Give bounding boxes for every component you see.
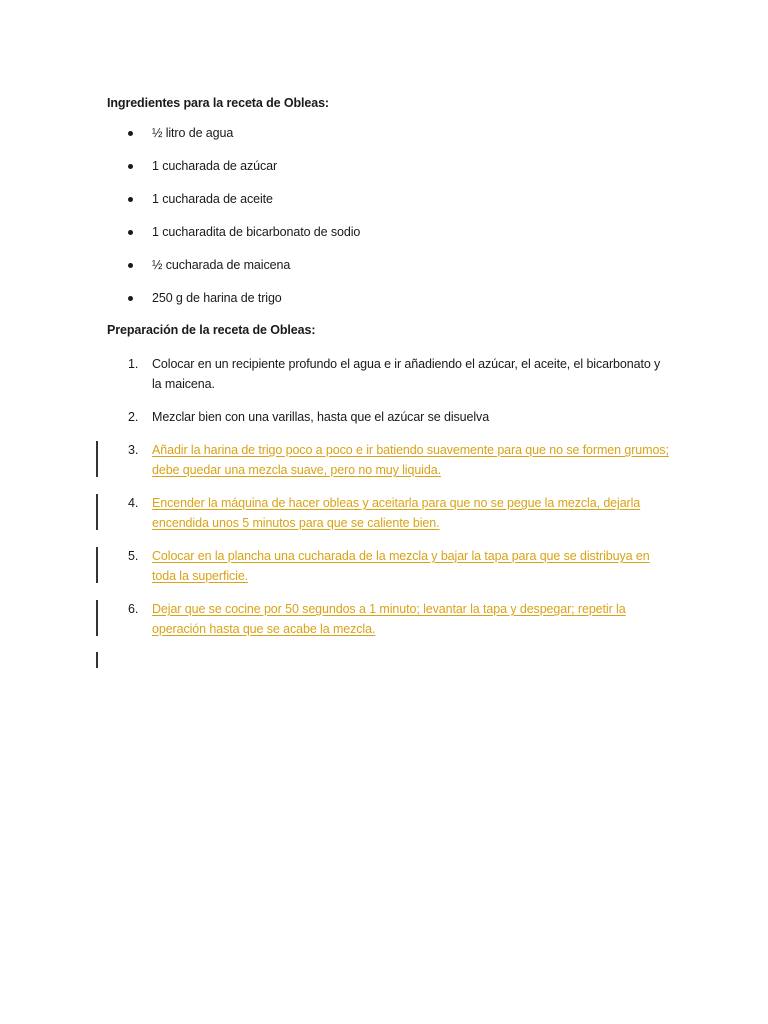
ingredients-heading: Ingredientes para la receta de Obleas: — [107, 96, 329, 110]
ingredient-text: ½ litro de agua — [152, 126, 234, 140]
step-number: 6. — [128, 602, 139, 616]
change-bar — [96, 494, 98, 530]
step-number: 1. — [128, 357, 139, 371]
ingredient-text: 1 cucharadita de bicarbonato de sodio — [152, 225, 361, 239]
step-text-tracked-change: Dejar que se cocine por 50 segundos a 1 minuto; levantar la tapa y despegar; repetir la operación hasta que se acabe la mezcla. — [152, 602, 626, 636]
preparation-heading: Preparación de la receta de Obleas: — [107, 323, 316, 337]
step-text: Colocar en un recipiente profundo el agua e ir añadiendo el azúcar, el aceite, el bicarbonato y la maicena. — [152, 357, 661, 391]
ingredient-text: ½ cucharada de maicena — [152, 258, 291, 272]
ingredient-text: 1 cucharada de azúcar — [152, 159, 278, 173]
bullet-icon — [128, 197, 133, 202]
ingredient-text: 250 g de harina de trigo — [152, 291, 282, 305]
step-text-tracked-change: Colocar en la plancha una cucharada de la mezcla y bajar la tapa para que se distribuya en toda la superficie. — [152, 549, 650, 583]
step-text-tracked-change: Encender la máquina de hacer obleas y aceitarla para que no se pegue la mezcla, dejarla encendida unos 5 minutos para que se caliente bien. — [152, 496, 641, 530]
step-number: 5. — [128, 549, 139, 563]
change-bar — [96, 600, 98, 636]
change-bar — [96, 441, 98, 477]
step-text-tracked-change: Añadir la harina de trigo poco a poco e ir batiendo suavemente para que no se formen grumos; debe quedar una mezcla suave, pero no muy liquida. — [152, 443, 669, 477]
step-number: 4. — [128, 496, 139, 510]
step-number: 2. — [128, 410, 139, 424]
bullet-icon — [128, 296, 133, 301]
bullet-icon — [128, 164, 133, 169]
step-text: Mezclar bien con una varillas, hasta que el azúcar se disuelva — [152, 410, 490, 424]
ingredient-text: 1 cucharada de aceite — [152, 192, 273, 206]
change-bar — [96, 547, 98, 583]
bullet-icon — [128, 263, 133, 268]
bullet-icon — [128, 230, 133, 235]
step-number: 3. — [128, 443, 139, 457]
change-bar — [96, 652, 98, 668]
bullet-icon — [128, 131, 133, 136]
